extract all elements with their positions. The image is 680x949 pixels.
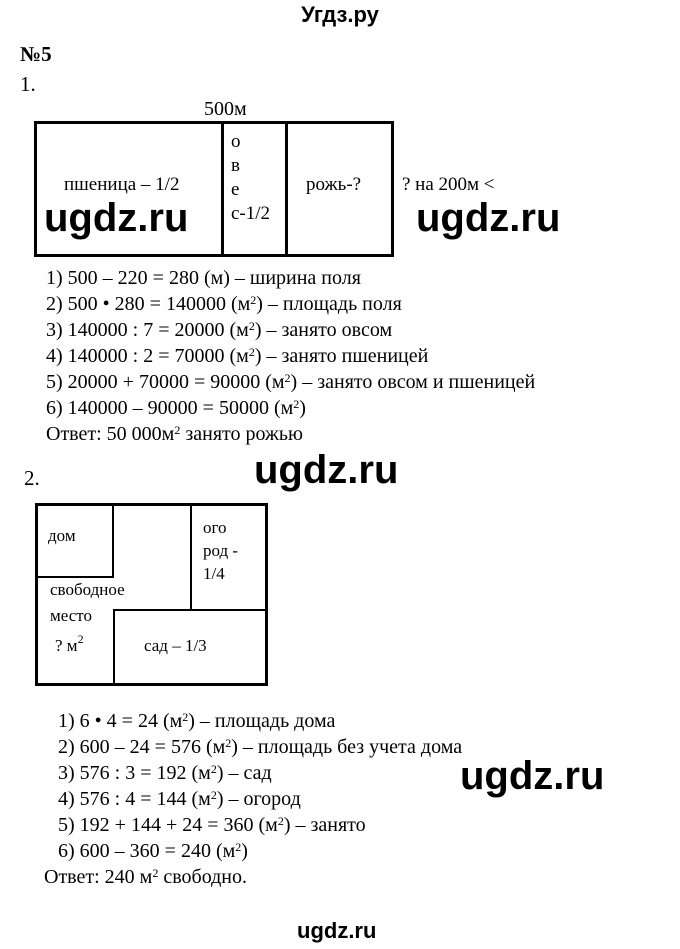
watermark: ugdz.ru: [460, 754, 605, 798]
width-hint: ? на 200м <: [402, 174, 495, 195]
free-space-label: свободное место: [50, 580, 125, 625]
field-length-label: 500м: [204, 98, 247, 120]
oats-label: о в е с-1/2: [231, 131, 271, 224]
step: 2) 500 • 280 = 140000 $(м^2)$ – площадь поля: [46, 293, 402, 315]
watermark: ugdz.ru: [297, 918, 377, 943]
site-title[interactable]: Угдз.ру: [301, 2, 379, 27]
step: 5) 192 + 144 + 24 = 360 $(м^2)$ – занято: [58, 814, 366, 836]
part2-label: 2.: [24, 466, 40, 490]
step: 1) 500 – 220 = 280 (м) – ширина поля: [46, 267, 361, 289]
vegetable-garden-label: ого род - 1/4: [203, 518, 239, 583]
answer: Ответ: 50 $000м^2$ занято рожью: [46, 423, 303, 445]
wheat-label: пшеница – 1/2: [64, 174, 180, 195]
free-space-question: ? $м^2$: [55, 632, 84, 655]
watermark: ugdz.ru: [416, 196, 561, 240]
watermark: ugdz.ru: [44, 196, 189, 240]
step: 3) 140000 : 7 = 20000 $(м^2)$ – занято овсом: [46, 319, 393, 341]
step: 3) 576 : 3 = 192 $(м^2)$ – сад: [58, 762, 272, 784]
rye-label: рожь-?: [306, 174, 362, 195]
house-label: дом: [48, 526, 76, 545]
orchard-label: сад – 1/3: [144, 636, 207, 655]
watermark: ugdz.ru: [254, 448, 399, 492]
step: 4) 576 : 4 = 144 $(м^2)$ – огород: [58, 788, 301, 810]
step: 6) 140000 – 90000 = 50000 $(м^2)$: [46, 397, 306, 419]
step: 5) 20000 + 70000 = 90000 $(м^2)$ – занято овсом и пшеницей: [46, 371, 536, 393]
step: 6) 600 – 360 = 240 $(м^2)$: [58, 840, 248, 862]
answer: Ответ: 240 $м^2$ свободно.: [44, 866, 248, 888]
step: 1) 6 • 4 = 24 $(м^2)$ – площадь дома: [58, 710, 336, 732]
task-number: №5: [20, 42, 52, 66]
step: 4) 140000 : 2 = 70000 $(м^2)$ – занято пшеницей: [46, 345, 429, 367]
step: 2) 600 – 24 = 576 $(м^2)$ – площадь без учета дома: [58, 736, 463, 758]
part1-label: 1.: [20, 72, 36, 96]
